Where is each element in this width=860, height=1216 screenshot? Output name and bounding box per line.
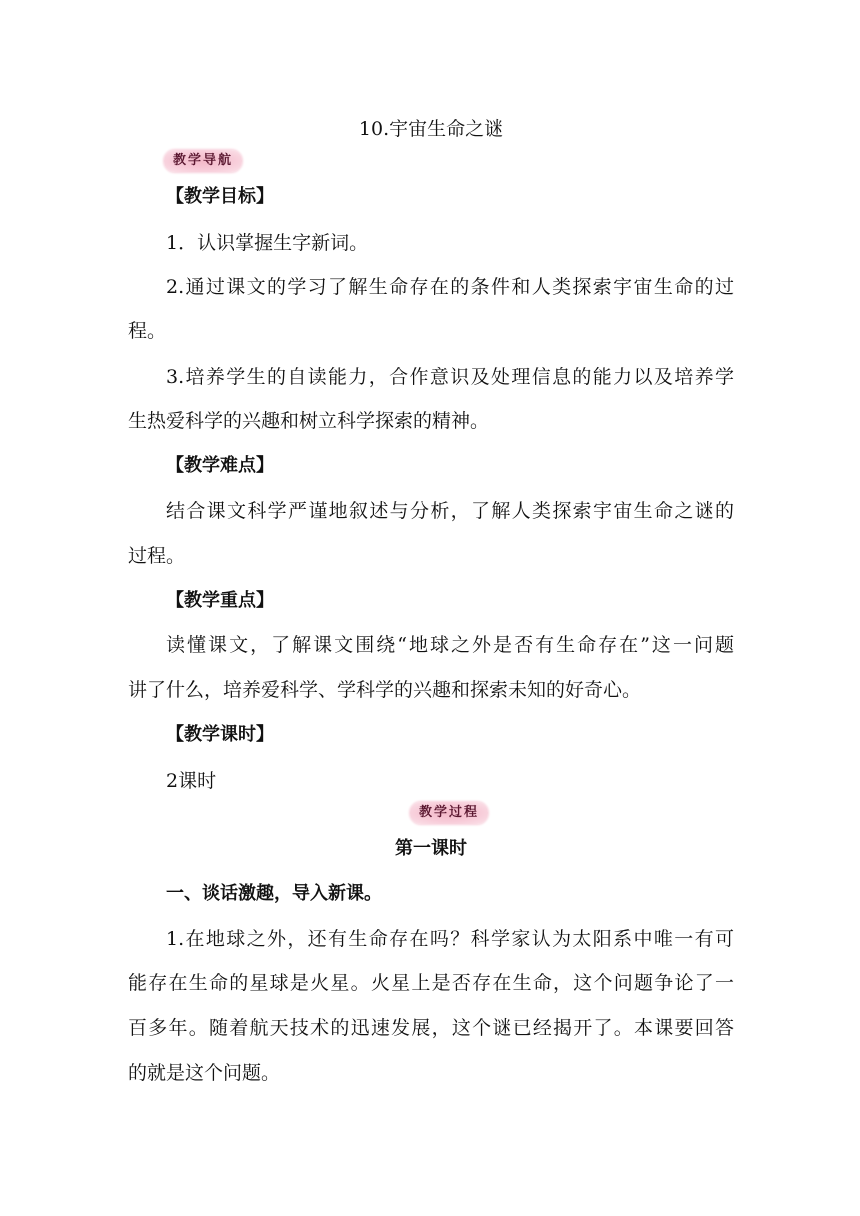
objective-2-line-2: 程。 [128,320,167,342]
paragraph-1-line-2: 能存在生命的星球是火星。火星上是否存在生命，这个问题争论了一 [128,972,734,994]
focus-line-1: 读懂课文，了解课文围绕“地球之外是否有生命存在”这一问题 [166,634,734,656]
objective-1: 1．认识掌握生字新词。 [166,232,369,254]
objective-3-line-1: 3.培养学生的自读能力，合作意识及处理信息的能力以及培养学 [166,366,734,388]
difficulty-heading: 【教学难点】 [166,455,274,476]
focus-line-2: 讲了什么，培养爱科学、学科学的兴趣和探索未知的好奇心。 [128,679,642,701]
hours-value: 2课时 [166,770,217,792]
difficulty-line-1: 结合课文科学严谨地叙述与分析，了解人类探索宇宙生命之谜的 [166,500,734,522]
teaching-process-badge: 教学过程 [410,802,488,824]
paragraph-1-line-4: 的就是这个问题。 [128,1062,281,1084]
objective-3-line-2: 生热爱科学的兴趣和树立科学探索的精神。 [128,410,490,432]
section-1-heading: 一、谈话激趣，导入新课。 [166,883,382,904]
objectives-heading: 【教学目标】 [166,186,274,207]
objective-2-line-1: 2.通过课文的学习了解生命存在的条件和人类探索宇宙生命的过 [166,276,734,298]
teaching-guide-badge: 教学导航 [164,150,242,172]
lesson-title: 10.宇宙生命之谜 [358,118,504,140]
paragraph-1-line-3: 百多年。随着航天技术的迅速发展，这个谜已经揭开了。本课要回答 [128,1017,734,1039]
difficulty-line-2: 过程。 [128,545,186,567]
lesson-heading: 第一课时 [395,838,467,859]
hours-heading: 【教学课时】 [166,724,274,745]
paragraph-1-line-1: 1.在地球之外，还有生命存在吗？科学家认为太阳系中唯一有可 [166,928,734,950]
focus-heading: 【教学重点】 [166,590,274,611]
